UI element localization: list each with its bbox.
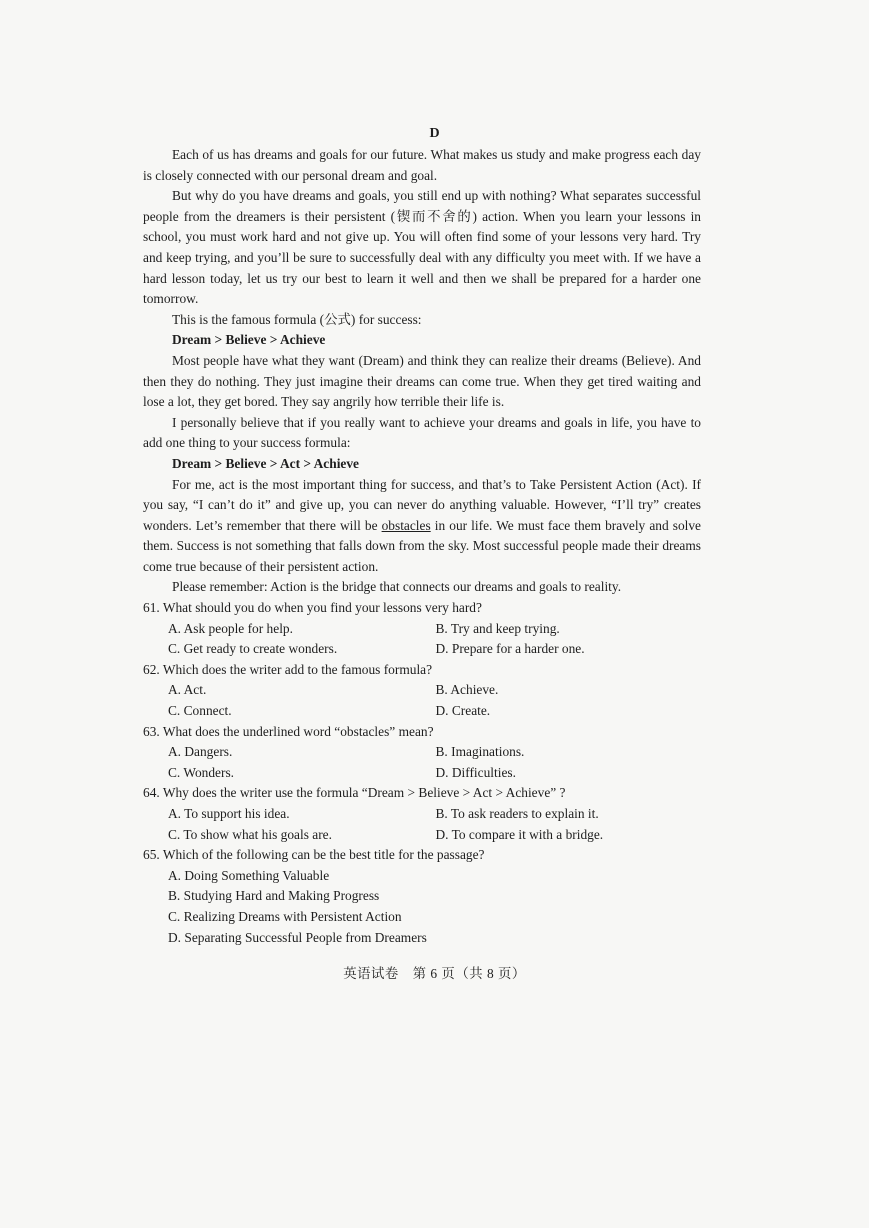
- option-d: D. Separating Successful People from Dreamers: [168, 929, 427, 945]
- option-a: A. Doing Something Valuable: [168, 867, 330, 883]
- question-stem: 61. What should you do when you find your lessons very hard?: [143, 600, 482, 615]
- option-d: D. Difficulties.: [435, 764, 516, 780]
- option-c: C. Wonders.: [168, 764, 234, 780]
- option-a: A. To support his idea.: [168, 805, 290, 821]
- question-stem: 65. Which of the following can be the best title for the passage?: [143, 847, 485, 863]
- option-a: A. Ask people for help.: [168, 620, 293, 636]
- question-stem: 63. What does the underlined word “obstacles” mean?: [143, 723, 434, 739]
- paragraph-3: This is the famous formula (公式) for success:: [172, 311, 422, 327]
- option-c: C. Connect.: [168, 702, 232, 718]
- paragraph-6-end: in our life. We must face them bravely and solve them. Success is not something that falls down from the sky. Most successful people made their dreams come true because of their persistent action.: [143, 517, 701, 574]
- option-b: B. To ask readers to explain it.: [435, 805, 599, 821]
- question-stem: 62. Which does the writer add to the famous formula?: [143, 661, 433, 677]
- option-b: B. Imaginations.: [435, 744, 525, 760]
- option-b: B. Try and keep trying.: [435, 620, 560, 636]
- option-c: C. Get ready to create wonders.: [168, 641, 338, 657]
- option-c: C. To show what his goals are.: [168, 826, 332, 842]
- paragraph-4: Most people have what they want (Dream) and think they can realize their dreams (Believe). And then they do nothing. They just imagine their dreams can come true. When they get tired waiting and lose a lot, they get bored. They say angrily how terrible their life is.: [143, 352, 701, 410]
- question-65: [143, 845, 703, 948]
- question-62: [143, 660, 703, 722]
- paragraph-7: Please remember: Action is the bridge that connects our dreams and goals to reality.: [172, 579, 622, 595]
- option-a: A. Dangers.: [168, 744, 233, 760]
- option-d: D. To compare it with a bridge.: [435, 826, 604, 842]
- option-b: B. Studying Hard and Making Progress: [168, 888, 380, 904]
- option-d: D. Create.: [435, 702, 491, 718]
- paragraph-1: Each of us has dreams and goals for our future. What makes us study and make progress each day is closely connected with our personal dream and goal.: [143, 147, 701, 183]
- paragraph-2: But why do you have dreams and goals, you still end up with nothing? What separates successful people from the dreamers is their persistent (锲而不舍的) action. When you learn your lessons in school, you must work hard and not give up. You will often find some of your lessons very hard. Try and keep trying, and you’ll be sure to successfully deal with any difficulty you meet with. If we have a hard lesson today, let us try our best to learn it well and then we shall be prepared for a harder one tomorrow.: [143, 188, 701, 307]
- option-a: A. Act.: [168, 682, 207, 698]
- reading-passage: [143, 145, 701, 598]
- formula-1: Dream > Believe > Achieve: [172, 332, 326, 348]
- option-c: C. Realizing Dreams with Persistent Action: [168, 908, 402, 924]
- option-d: D. Prepare for a harder one.: [435, 641, 585, 657]
- formula-2: Dream > Believe > Act > Achieve: [172, 455, 359, 471]
- question-61: [143, 598, 703, 660]
- underlined-word: obstacles: [381, 517, 431, 533]
- question-list: [143, 598, 703, 948]
- paragraph-6: [143, 475, 701, 578]
- page-footer: 英语试卷 第 6 页（共 8 页）: [343, 966, 526, 981]
- option-b: B. Achieve.: [435, 682, 499, 698]
- paragraph-5: I personally believe that if you really want to achieve your dreams and goals in life, you have to add one thing to your success formula:: [143, 414, 701, 451]
- section-heading: D: [429, 126, 440, 141]
- paragraph-6-start: For me, act is the most important thing for success, and that’s to Take Persistent Action (Act). If you say, “I can’t do it” and give up, you can never do anything valuable. However, “I’ll try” creates wonders. Let’s remember that there will be: [143, 476, 701, 533]
- question-stem: 64. Why does the writer use the formula “Dream > Believe > Act > Achieve” ?: [143, 785, 566, 801]
- question-64: [143, 783, 703, 845]
- question-63: [143, 722, 703, 784]
